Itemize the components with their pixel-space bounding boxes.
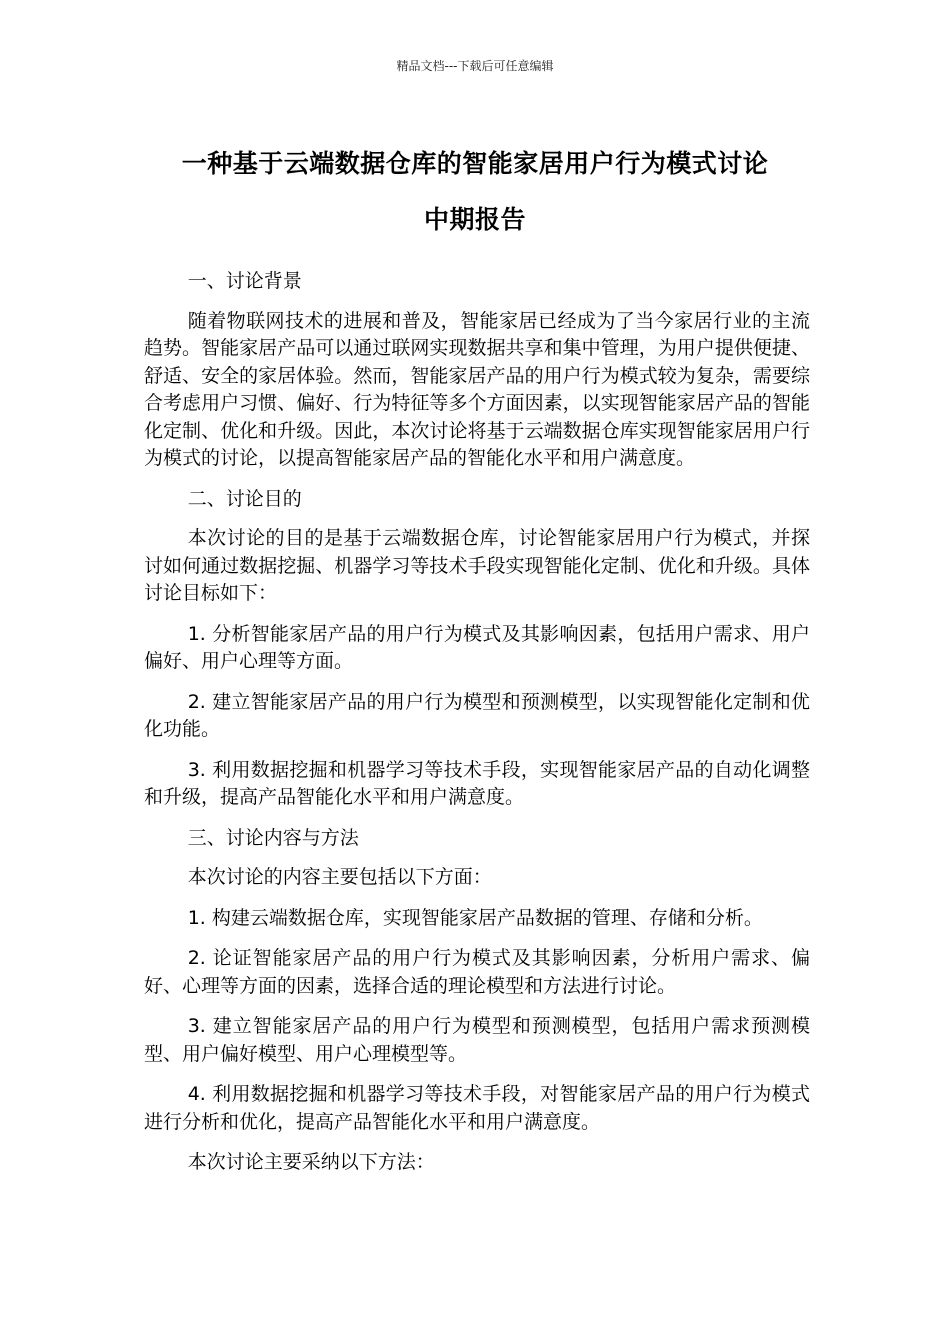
list-item: 3. 利用数据挖掘和机器学习等技术手段，实现智能家居产品的自动化调整和升级，提高产品智能化水平和用户满意度。 — [144, 758, 810, 808]
section-heading-content-method: 三、讨论内容与方法 — [187, 826, 359, 849]
page-header: 精品文档---下载后可任意编辑 — [396, 59, 554, 73]
document-title — [110, 136, 840, 248]
title-line-1: 一种基于云端数据仓库的智能家居用户行为模式讨论 — [181, 149, 769, 178]
paragraph: 本次讨论的目的是基于云端数据仓库，讨论智能家居用户行为模式，并探讨如何通过数据挖掘、机器学习等技术手段实现智能化定制、优化和升级。具体讨论目标如下： — [144, 527, 810, 604]
paragraph: 本次讨论主要采纳以下方法： — [187, 1151, 435, 1173]
list-item: 2. 建立智能家居产品的用户行为模型和预测模型，以实现智能化定制和优化功能。 — [144, 690, 810, 740]
list-item: 1. 分析智能家居产品的用户行为模式及其影响因素，包括用户需求、用户偏好、用户心理等方面。 — [144, 622, 810, 672]
list-item: 3. 建立智能家居产品的用户行为模型和预测模型，包括用户需求预测模型、用户偏好模型、用户心理模型等。 — [144, 1015, 810, 1065]
section-heading-purpose: 二、讨论目的 — [187, 487, 302, 510]
document-body — [144, 268, 810, 1190]
paragraph: 随着物联网技术的进展和普及，智能家居已经成为了当今家居行业的主流趋势。智能家居产品可以通过联网实现数据共享和集中管理，为用户提供便捷、舒适、安全的家居体验。然而，智能家居产品的用户行为模式较为复杂，需要综合考虑用户习惯、偏好、行为特征等多个方面因素，以实现智能家居产品的智能化定制、优化和升级。因此，本次讨论将基于云端数据仓库实现智能家居用户行为模式的讨论，以提高智能家居产品的智能化水平和用户满意度。 — [144, 309, 810, 469]
list-item: 4. 利用数据挖掘和机器学习等技术手段，对智能家居产品的用户行为模式进行分析和优化，提高产品智能化水平和用户满意度。 — [144, 1083, 810, 1133]
list-item: 2. 论证智能家居产品的用户行为模式及其影响因素，分析用户需求、偏好、心理等方面的因素，选择合适的理论模型和方法进行讨论。 — [144, 947, 810, 997]
list-item: 1. 构建云端数据仓库，实现智能家居产品数据的管理、存储和分析。 — [187, 906, 763, 929]
section-heading-background: 一、讨论背景 — [187, 270, 302, 292]
title-line-2: 中期报告 — [423, 205, 526, 234]
paragraph: 本次讨论的内容主要包括以下方面： — [187, 866, 492, 888]
